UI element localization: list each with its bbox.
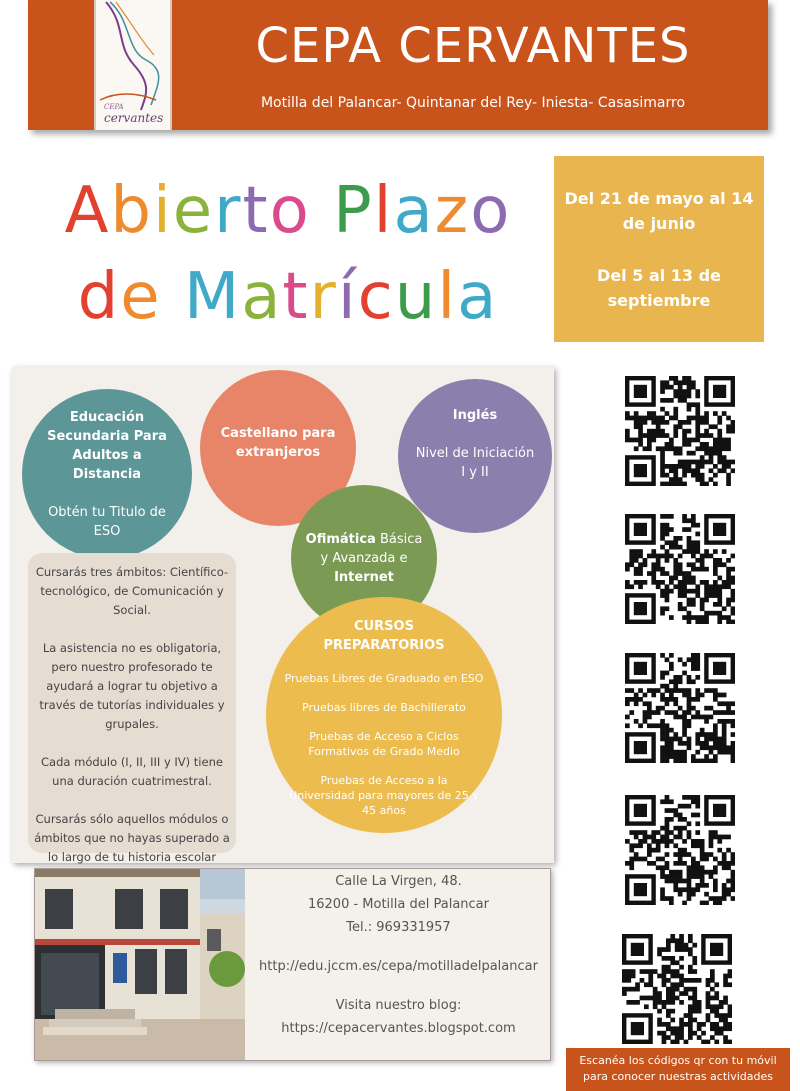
course-eso-title: Educación Secundaria Para Adultos a Distancia [47, 409, 167, 482]
headline-letter: i [153, 174, 173, 248]
eso-info-box [28, 553, 236, 864]
logo-small-text: CEPA [104, 103, 124, 111]
course-eso-text: Obtén tu Titulo de ESO [48, 504, 166, 539]
course-ingles-text: Nivel de Iniciación I y II [415, 446, 535, 480]
address-city: 16200 - Motilla del Palancar [307, 897, 489, 912]
website-link[interactable]: http://edu.jccm.es/cepa/motilladelpalancar [259, 959, 538, 974]
headline-letter: P [333, 174, 374, 248]
headline-letter: t [242, 174, 270, 248]
course-preparatorios-circle [266, 597, 502, 833]
headline-letter: a [457, 260, 499, 334]
contact-panel [34, 868, 551, 1061]
headline-line-2 [28, 254, 548, 340]
headline-letter: z [434, 174, 471, 248]
qr-code-graphic [625, 514, 735, 624]
headline-letter: M [183, 260, 242, 334]
info-paragraph: Cada módulo (I, II, III y IV) tiene una duración cuatrimestral. [41, 755, 223, 788]
course-preparatorios-title: CURSOS PREPARATORIOS [323, 619, 445, 653]
header-banner [28, 0, 768, 130]
headline-letter: r [214, 174, 243, 248]
qr-code[interactable] [625, 376, 735, 486]
headline-letter: d [77, 260, 121, 334]
headline-letter [162, 260, 184, 334]
headline-letter: e [172, 174, 215, 248]
headline-letter: a [241, 260, 283, 334]
qr-code[interactable] [625, 514, 735, 624]
headline-letter: b [110, 174, 153, 248]
blog-label: Visita nuestro blog: [335, 998, 462, 1013]
course-ofimatica-text [304, 530, 424, 587]
course-preparatorios-item: Pruebas de Acceso a la Universidad para mayores de 25 y 45 años [289, 774, 479, 817]
headline-letter: c [357, 260, 395, 334]
headline-letter: o [269, 174, 311, 248]
qr-code-graphic [622, 934, 732, 1044]
courses-panel [12, 367, 554, 863]
address-phone: Tel.: 969331957 [346, 920, 451, 935]
course-castellano-title: Castellano para extranjeros [220, 426, 336, 460]
course-preparatorios-item: Pruebas libres de Bachillerato [302, 701, 466, 714]
school-building-photo [35, 869, 245, 1060]
qr-code[interactable] [625, 653, 735, 763]
address-street: Calle La Virgen, 48. [335, 874, 462, 889]
page-title: CEPA CERVANTES [255, 18, 691, 74]
course-ofimatica-bold-2: Internet [334, 569, 394, 585]
logo-text: cervantes [104, 111, 164, 125]
cepa-logo [94, 0, 172, 130]
headline-letter: r [309, 260, 338, 334]
headline-letter: a [393, 174, 435, 248]
info-paragraph: Cursarás tres ámbitos: Científico-tecnológico, de Comunicación y Social. [35, 565, 229, 617]
headline-letter [311, 174, 333, 248]
course-ingles-title: Inglés [452, 408, 498, 423]
headline-letter: t [282, 260, 310, 334]
date-range-1: Del 21 de mayo al 14 de junio [564, 189, 754, 233]
date-range-2: Del 5 al 13 de septiembre [597, 266, 721, 310]
headline-letter: o [470, 174, 512, 248]
course-ofimatica-normal: Básica y Avanzada e [320, 531, 423, 566]
course-eso-circle [22, 389, 192, 559]
headline-letter: e [120, 260, 162, 334]
headline-letter: u [394, 260, 438, 334]
course-preparatorios-item: Pruebas Libres de Graduado en ESO [284, 672, 484, 685]
enrollment-dates [554, 156, 764, 342]
info-paragraph: Cursarás sólo aquellos módulos o ámbitos que no hayas superado a lo largo de tu historia escolar [34, 812, 230, 864]
qr-code-graphic [625, 795, 735, 905]
course-ingles-circle [398, 379, 552, 533]
qr-code-graphic [625, 653, 735, 763]
enrollment-headline [28, 168, 548, 340]
blog-link[interactable]: https://cepacervantes.blogspot.com [281, 1021, 516, 1036]
course-ofimatica-bold-1: Ofimática [305, 531, 376, 547]
course-preparatorios-item: Pruebas de Acceso a Ciclos Formativos de Grado Medio [308, 730, 460, 758]
page-subtitle: Motilla del Palancar- Quintanar del Rey- Iniesta- Casasimarro [260, 95, 686, 111]
headline-letter: í [337, 260, 358, 334]
headline-letter: l [373, 174, 394, 248]
info-paragraph: La asistencia no es obligatoria, pero nuestro profesorado te ayudará a lograr tu objetivo a través de tutorías individuales y grupales. [39, 641, 225, 731]
qr-code[interactable] [622, 934, 732, 1044]
headline-line-1 [28, 168, 548, 254]
headline-letter: l [437, 260, 458, 334]
qr-caption: Escanéa los códigos qr con tu móvil para conocer nuestras actividades [566, 1048, 790, 1091]
address-block [247, 869, 550, 1060]
headline-letter: A [64, 174, 111, 248]
qr-code-graphic [625, 376, 735, 486]
qr-code[interactable] [625, 795, 735, 905]
